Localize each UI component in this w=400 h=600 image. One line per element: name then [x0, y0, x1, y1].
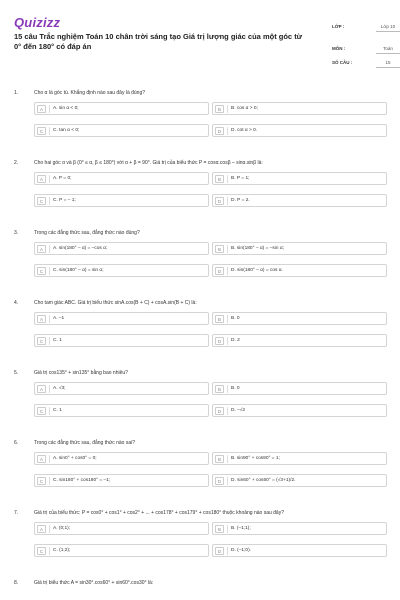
option-text: B. cos α > 0; [231, 106, 258, 111]
option-divider [49, 245, 50, 253]
option-text: C. (1;2); [53, 548, 71, 553]
option-letter-box: B [215, 385, 224, 393]
option-divider [227, 267, 228, 275]
option-text: B. sin(180° – α) = –sin α; [231, 246, 284, 251]
question-item [14, 298, 386, 368]
answer-option-a[interactable] [34, 242, 209, 255]
question-number: 5. [14, 370, 19, 376]
option-letter-box: A [37, 455, 46, 463]
option-divider [49, 385, 50, 393]
question-item [14, 438, 386, 508]
option-letter-box: A [37, 315, 46, 323]
option-text: D. 2 [231, 338, 240, 343]
option-divider [49, 197, 50, 205]
question-count-value: 15 [376, 59, 400, 68]
question-number: 1. [14, 90, 19, 96]
answer-option-d[interactable] [212, 474, 387, 487]
question-number: 8. [14, 580, 19, 586]
option-divider [227, 455, 228, 463]
option-divider [49, 315, 50, 323]
option-letter-box: A [37, 525, 46, 533]
option-letter-box: A [37, 105, 46, 113]
option-divider [227, 245, 228, 253]
option-text: C. sin180° + cos180° = –1; [53, 478, 111, 483]
answer-option-d[interactable] [212, 404, 387, 417]
answer-option-d[interactable] [212, 264, 387, 277]
option-divider [49, 477, 50, 485]
option-text: A. (0;1); [53, 526, 71, 531]
answer-option-b[interactable] [212, 382, 387, 395]
option-letter-box: C [37, 337, 46, 345]
option-text: B. 0 [231, 316, 240, 321]
answer-option-d[interactable] [212, 334, 387, 347]
meta-subject-row [332, 44, 400, 58]
answer-option-a[interactable] [34, 522, 209, 535]
option-letter-box: B [215, 245, 224, 253]
option-letter-box: C [37, 407, 46, 415]
answer-option-d[interactable] [212, 544, 387, 557]
page-title: 15 câu Trắc nghiệm Toán 10 chân trời sáng tạo Giá trị lượng giác của một góc từ 0° đến 180° có đáp án [14, 32, 303, 51]
answer-option-b[interactable] [212, 522, 387, 535]
question-text: Cho tam giác ABC. Giá trị biểu thức sinA.cos(B + C) + cosA.sin(B + C) là: [34, 300, 197, 306]
option-divider [49, 547, 50, 555]
question-text: Cho α là góc tù. Khẳng định nào sau đây là đúng? [34, 90, 146, 96]
option-text: A. √3; [53, 386, 66, 391]
answer-option-b[interactable] [212, 312, 387, 325]
meta-count-row [332, 58, 400, 72]
option-divider [49, 267, 50, 275]
option-text: C. P = – 1; [53, 198, 76, 203]
option-letter-box: A [37, 245, 46, 253]
option-text: C. tan α < 0; [53, 128, 80, 133]
answer-option-c[interactable] [34, 334, 209, 347]
option-text: D. cot α > 0. [231, 128, 258, 133]
option-text: D. –√2 [231, 408, 246, 413]
option-letter-box: D [215, 337, 224, 345]
answer-option-c[interactable] [34, 404, 209, 417]
quizizz-logo: Quizizz [14, 15, 61, 30]
option-divider [49, 175, 50, 183]
option-letter-box: C [37, 267, 46, 275]
option-divider [49, 127, 50, 135]
option-divider [49, 407, 50, 415]
option-letter-box: D [215, 477, 224, 485]
worksheet-header [14, 10, 396, 72]
option-divider [227, 197, 228, 205]
option-text: A. –1 [53, 316, 65, 321]
answer-option-b[interactable] [212, 452, 387, 465]
option-letter-box: C [37, 127, 46, 135]
option-letter-box: D [215, 197, 224, 205]
option-text: A. sin(180° – α) = –cos α; [53, 246, 108, 251]
answer-option-c[interactable] [34, 264, 209, 277]
question-number: 7. [14, 510, 19, 516]
option-text: D. sin(180° – α) = cos α. [231, 268, 283, 273]
subject-label: MÔN : [332, 46, 346, 51]
answer-option-d[interactable] [212, 124, 387, 137]
option-letter-box: A [37, 385, 46, 393]
option-text: C. 1 [53, 338, 62, 343]
option-letter-box: B [215, 175, 224, 183]
answer-option-c[interactable] [34, 474, 209, 487]
question-item [14, 228, 386, 298]
option-divider [227, 127, 228, 135]
option-divider [227, 175, 228, 183]
answer-option-a[interactable] [34, 382, 209, 395]
option-text: D. P = 2. [231, 198, 250, 203]
option-text: A. sin0° + cos0° = 0; [53, 456, 97, 461]
answer-option-c[interactable] [34, 544, 209, 557]
question-item [14, 578, 386, 598]
answer-option-b[interactable] [212, 172, 387, 185]
question-text: Cho hai góc α và β (0° ≤ α, β ≤ 180°) với α + β = 90°. Giá trị của biểu thức P = cosα.cosβ – sinα.sinβ là: [34, 160, 263, 166]
subject-value: Toán [376, 45, 400, 54]
option-letter-box: B [215, 105, 224, 113]
question-number: 6. [14, 440, 19, 446]
question-text: Trong các đẳng thức sau, đẳng thức nào sai? [34, 440, 136, 446]
option-divider [227, 105, 228, 113]
option-text: D. sin60° + cos60° = (√3+1)/2. [231, 478, 296, 483]
answer-option-c[interactable] [34, 194, 209, 207]
option-divider [49, 337, 50, 345]
question-item [14, 158, 386, 228]
answer-option-b[interactable] [212, 242, 387, 255]
class-value: Lớp 10 [376, 23, 400, 32]
option-text: B. P = 1; [231, 176, 250, 181]
option-letter-box: C [37, 477, 46, 485]
option-letter-box: C [37, 547, 46, 555]
option-divider [49, 455, 50, 463]
question-item [14, 368, 386, 438]
answer-option-a[interactable] [34, 102, 209, 115]
option-letter-box: D [215, 407, 224, 415]
question-number: 3. [14, 230, 19, 236]
option-divider [49, 525, 50, 533]
question-count-label: SỐ CÂU : [332, 60, 353, 65]
option-letter-box: B [215, 315, 224, 323]
answer-option-a[interactable] [34, 452, 209, 465]
option-letter-box: B [215, 525, 224, 533]
option-letter-box: B [215, 455, 224, 463]
option-text: D. (–1;0). [231, 548, 251, 553]
option-divider [227, 385, 228, 393]
option-divider [227, 477, 228, 485]
option-divider [227, 407, 228, 415]
option-divider [227, 337, 228, 345]
option-letter-box: D [215, 127, 224, 135]
option-text: C. sin(180° – α) = sin α; [53, 268, 104, 273]
answer-option-a[interactable] [34, 172, 209, 185]
question-item [14, 508, 386, 578]
option-text: A. P = 0; [53, 176, 72, 181]
question-text: Giá trị cos135° + sin135° bằng bao nhiêu? [34, 370, 128, 376]
question-item [14, 88, 386, 158]
answer-option-b[interactable] [212, 102, 387, 115]
option-divider [227, 315, 228, 323]
question-list [14, 88, 386, 598]
answer-option-d[interactable] [212, 194, 387, 207]
question-number: 2. [14, 160, 19, 166]
option-text: C. 1 [53, 408, 62, 413]
question-number: 4. [14, 300, 19, 306]
option-text: A. sin α < 0; [53, 106, 79, 111]
question-text: Trong các đẳng thức sau, đẳng thức nào đúng? [34, 230, 140, 236]
option-letter-box: A [37, 175, 46, 183]
class-label: LỚP : [332, 24, 345, 29]
question-text: Giá trị của biểu thức: P = cos0° + cos1° + cos2° + ... + cos178° + cos179° + cos180° thuộc khoảng nào sau đây? [34, 510, 284, 516]
meta-class-row [332, 22, 400, 44]
option-text: B. 0 [231, 386, 240, 391]
option-letter-box: D [215, 267, 224, 275]
option-text: B. sin90° + cos90° = 1; [231, 456, 280, 461]
option-text: B. (–1;1); [231, 526, 251, 531]
answer-option-a[interactable] [34, 312, 209, 325]
question-text: Giá trị biểu thức A = sin30°.cos60° + sin60°.cos30° là: [34, 580, 154, 586]
option-letter-box: C [37, 197, 46, 205]
option-divider [227, 547, 228, 555]
worksheet-meta [332, 22, 400, 72]
option-letter-box: D [215, 547, 224, 555]
option-divider [49, 105, 50, 113]
option-divider [227, 525, 228, 533]
answer-option-c[interactable] [34, 124, 209, 137]
